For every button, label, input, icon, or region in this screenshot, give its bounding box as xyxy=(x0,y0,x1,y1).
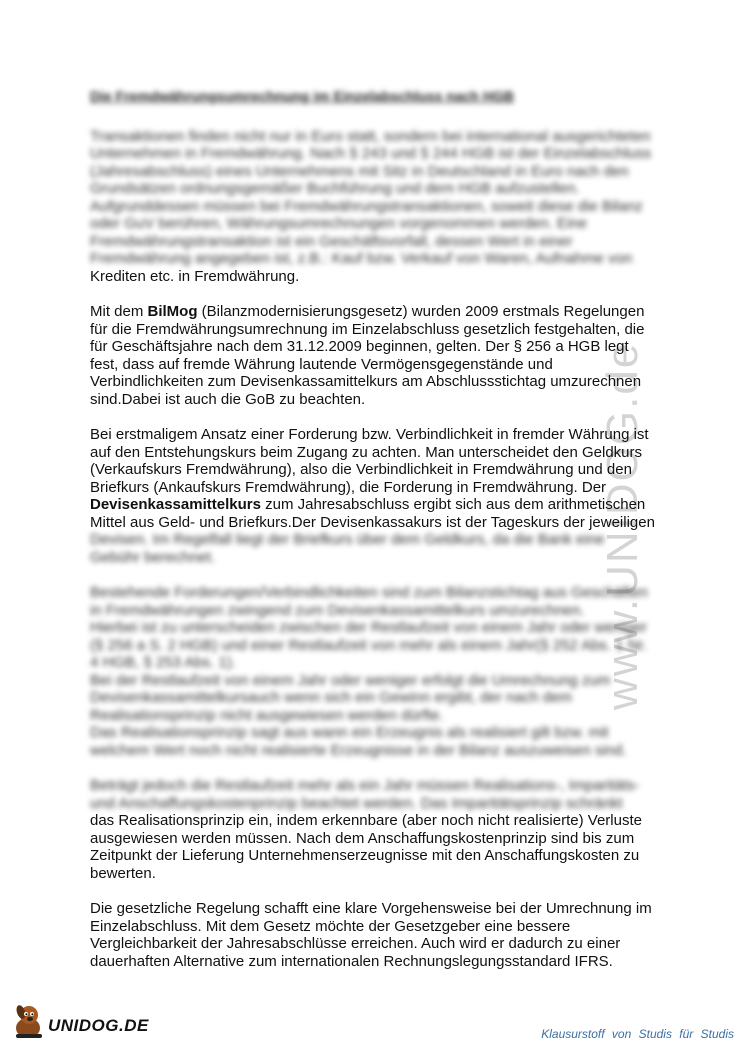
text-line: und Anschaffungskostenprinzip beachtet werden. Das Imparitätsprinzip schränkt xyxy=(90,794,623,812)
document-heading: Die Fremdwährungsumrechnung im Einzelabschluss nach HGB xyxy=(90,88,514,104)
text-line: auf den Entstehungskurs beim Zugang zu achten. Man unterscheidet den Geldkurs xyxy=(90,443,643,461)
text-line: Die gesetzliche Regelung schafft eine klare Vorgehensweise bei der Umrechnung im xyxy=(90,900,652,917)
text-fragment: Mit dem xyxy=(90,303,148,320)
text-line: Devisenkassamittelkursauch wenn sich ein Gewinn ergibt, der nach dem xyxy=(90,689,572,706)
text-line: für die Fremdwährungsumrechnung im Einzelabschluss gesetzlich festgehalten, die xyxy=(90,320,645,338)
logo-text: UNIDOG.DE xyxy=(48,1016,149,1035)
text-line: (Jahresabschluss) eines Unternehmens mit Sitz in Deutschland in Euro nach den xyxy=(90,162,629,180)
text-line xyxy=(90,303,685,321)
text-line: fest, dass auf fremde Währung lautende Vermögensgegenstände und xyxy=(90,355,553,373)
text-line: für Geschäftsjahre nach dem 31.12.2009 beginnen, gelten. Der § 256 a HGB legt xyxy=(90,338,629,355)
text-line: Realisationsprinzip nicht ausgewiesen werden dürfte. xyxy=(90,706,444,724)
text-line: das Realisationsprinzip ein, indem erkennbare (aber noch nicht realisierte) Verluste xyxy=(90,812,642,829)
text-line: Verbindlichkeiten zum Devisenkassamittelkurs am Abschlussstichtag umzurechnen xyxy=(90,373,642,390)
bold-term: Devisenkassamittelkurs xyxy=(90,496,261,513)
text-line: Devisen. Im Regelfall liegt der Briefkurs über dem Geldkurs, da die Bank eine xyxy=(90,531,605,548)
bold-term: BilMog xyxy=(147,303,198,320)
text-line: bewerten. xyxy=(90,864,156,882)
text-line: Fremdwährung angegeben ist, z.B.: Kauf bzw. Verkauf von Waren, Aufnahme von xyxy=(90,250,633,267)
text-line: dauerhaften Alternative zum internationalen Rechnungslegungsstandard IFRS. xyxy=(90,952,613,970)
text-line: Mittel aus Geld- und Briefkurs.Der Devisenkassakurs ist der Tageskurs der jeweiligen xyxy=(90,513,655,531)
text-line: sind.Dabei ist auch die GoB zu beachten. xyxy=(90,390,366,408)
text-line: welchem Wert noch nicht realisierte Erzeugnisse in der Bilanz auszuweisen sind. xyxy=(90,741,627,759)
text-line: ausgewiesen werden müssen. Nach dem Anschaffungskostenprinzip sind bis zum xyxy=(90,829,635,847)
watermark: www.UNIDOG.de xyxy=(598,341,647,710)
text-line: (Verkaufskurs Fremdwährung), also die Verbindlichkeit in Fremdwährung und den xyxy=(90,461,632,478)
paragraph-3 xyxy=(90,426,685,566)
blurred-text xyxy=(90,531,685,566)
paragraph-4 xyxy=(90,584,685,759)
text-line: Bei erstmaligem Ansatz einer Forderung bzw. Verbindlichkeit in fremder Währung ist xyxy=(90,426,649,443)
text-line: Grundsätzen ordnungsgemäßer Buchführung und dem HGB aufzustellen. xyxy=(90,180,580,197)
text-line: Aufgrunddessen müssen bei Fremdwährungstransaktionen, soweit diese die Bilanz xyxy=(90,197,643,215)
paragraph-1 xyxy=(90,128,685,286)
text-line: Bestehende Forderungen/Verbindlichkeiten sind zum Bilanzstichtag aus Geschäften xyxy=(90,584,648,601)
text-line: Einzelabschluss. Mit dem Gesetz möchte der Gesetzgeber eine bessere xyxy=(90,917,571,935)
text-line: Das Realisationsprinzip sagt aus wann ein Erzeugnis als realisiert gilt bzw. mit xyxy=(90,724,609,741)
paragraph-5 xyxy=(90,777,685,882)
text-fragment: (Bilanzmodernisierungsgesetz) wurden 2009 erstmals Regelungen xyxy=(197,303,645,320)
dog-icon xyxy=(12,1002,46,1042)
text-line: 4 HGB, § 253 Abs. 1). xyxy=(90,654,236,671)
footer-slogan: Klausurstoff von Studis für Studis xyxy=(541,1027,734,1041)
text-line: Zeitpunkt der Lieferung Unternehmenserzeugnisse mit den Anschaffungskosten zu xyxy=(90,847,640,864)
text-line: in Fremdwährungen zwingend zum Devisenkassamittelkurs umzurechnen. xyxy=(90,601,585,619)
document-body xyxy=(90,88,685,988)
text-line: Vergleichbarkeit der Jahresabschlüsse erreichen. Auch wird er dadurch zu einer xyxy=(90,935,621,952)
text-line: Krediten etc. in Fremdwährung. xyxy=(90,267,300,285)
paragraph-6 xyxy=(90,900,685,970)
text-line: oder GuV berühren, Währungsumrechnungen vorgenommen werden. Eine xyxy=(90,215,587,232)
text-line xyxy=(90,496,685,514)
text-line: Briefkurs (Ankaufskurs Fremdwährung), die Forderung in Fremdwährung. Der xyxy=(90,478,607,496)
blurred-text xyxy=(90,777,685,812)
text-line: Gebühr berechnet. xyxy=(90,548,216,566)
text-line: Hierbei ist zu unterscheiden zwischen der Restlaufzeit von einem Jahr oder weniger xyxy=(90,619,647,636)
text-fragment: zum Jahresabschluss ergibt sich aus dem arithmetischen xyxy=(260,496,646,513)
unidog-logo xyxy=(10,1002,160,1046)
text-line: Unternehmen in Fremdwährung. Nach § 243 und § 244 HGB ist der Einzelabschluss xyxy=(90,145,652,162)
text-line: Transaktionen finden nicht nur in Euro statt, sondern bei international ausgerichteten xyxy=(90,127,651,145)
text-line: Beträgt jedoch die Restlaufzeit mehr als ein Jahr müssen Realisations-, Imparitäts- xyxy=(90,777,640,794)
text-line: (§ 256 a S. 2 HGB) und einer Restlaufzeit von mehr als einem Jahr(§ 252 Abs. 1 Nr. xyxy=(90,636,647,654)
text-line: Bei der Restlaufzeit von einem Jahr oder weniger erfolgt die Umrechnung zum xyxy=(90,671,611,689)
text-line: Fremdwährungstransaktion ist ein Geschäftsvorfall, dessen Wert in einer xyxy=(90,232,573,250)
paragraph-2 xyxy=(90,303,685,408)
blurred-text xyxy=(90,128,685,268)
